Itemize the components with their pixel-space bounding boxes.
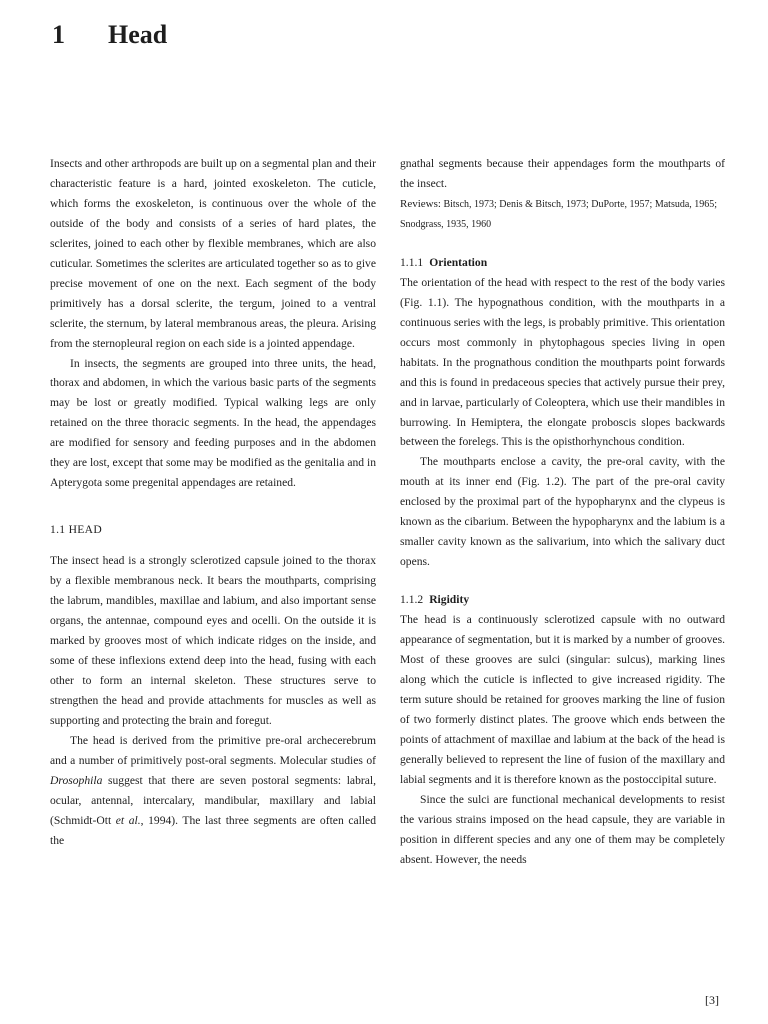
- intro-paragraph-2: In insects, the segments are grouped into three units, the head, thorax and abdomen, in which the various basic parts of the segments may be lost or greatly modified. Typical walking legs are only retained on the three thoracic segments. In the head, the appendages are modified for sensory and feeding purposes and in the abdomen they are lost, except that some may be modified as the genitalia and in Apterygota some pregenital appendages are retained.: [50, 356, 376, 490]
- rigidity-paragraph-2: Since the sulci are functional mechanical developments to resist the various strains imposed on the head capsule, they are variable in position in different species and any one of them may be completely absent. However, the needs: [400, 792, 725, 866]
- chapter-number: 1: [52, 20, 65, 49]
- head-paragraph-2-text-a: The head is derived from the primitive pre-oral archecerebrum and a number of primitively post-oral segments. Molecular studies of: [50, 733, 376, 767]
- reviews-label: Reviews:: [400, 197, 441, 210]
- chapter-title: Head: [108, 20, 168, 49]
- left-column: [50, 154, 376, 850]
- orientation-paragraph-2: The mouthparts enclose a cavity, the pre-oral cavity, with the mouth at its inner end (Fig. 1.2). The part of the pre-oral cavity enclosed by the proximal part of the hypopharynx and the clypeus is known as the cibarium. Between the hypopharynx and the labium is a smaller cavity known as the salivarium, into which the salivary duct opens.: [400, 455, 725, 569]
- head-paragraph-2: [50, 731, 376, 851]
- subsection-heading-orientation: [400, 253, 725, 273]
- subsection-heading-rigidity: [400, 590, 725, 610]
- head-paragraph-1: The insect head is a strongly sclerotized capsule joined to the thorax by a flexible membranous neck. It bears the mouthparts, comprising the labrum, mandibles, maxillae and labium, and also important sense organs, the antennae, compound eyes and ocelli. On the outside it is marked by grooves most of which indicate ridges on the inside, and some of these inflexions extend deep into the head, fusing with each other to form an internal skeleton. These structures serve to strengthen the head and provide attachments for muscles as well as supporting and protecting the brain and foregut.: [50, 554, 376, 727]
- head-paragraph-2-text-c: , 1994). The last three segments are often called the: [50, 813, 376, 847]
- continued-paragraph: gnathal segments because their appendages form the mouthparts of the insect.: [400, 157, 725, 190]
- orientation-paragraph-1: The orientation of the head with respect to the rest of the body varies (Fig. 1.1). The hypognathous condition, with the mouthparts in a continuous series with the legs, is probably primitive. This orientation occurs most commonly in phytophagous species living in open habitats. In the prognathous condition the mouthparts point forwards and this is found in predaceous species that actively pursue their prey, and in larvae, particularly of Coleoptera, which use their mandibles in burrowing. In Hemiptera, the elongate proboscis slopes backwards between the forelegs. This is the opisthorhynchous condition.: [400, 275, 725, 449]
- reviews-reference: [400, 194, 725, 235]
- genus-name: Drosophila: [50, 773, 103, 787]
- orientation-number: 1.1.1: [400, 255, 424, 269]
- section-heading-head: 1.1 HEAD: [50, 523, 102, 537]
- rigidity-number: 1.1.2: [400, 593, 424, 607]
- chapter-heading: [52, 20, 167, 50]
- intro-paragraph-1: Insects and other arthropods are built up on a segmental plan and their characteristic feature is a hard, jointed exoskeleton. The cuticle, which forms the exoskeleton, is continuous over the whole of the outside of the body and consists of a series of hard plates, the sclerites, joined to each other by flexible membranes, which are also cuticular. Sometimes the sclerites are articulated together so as to give precise movement of one on the next. Each segment of the body primitively has a dorsal sclerite, the tergum, joined to a ventral sclerite, the sternum, by lateral membranous areas, the pleura. Arising from the sternopleural region on each side is a jointed appendage.: [50, 157, 376, 350]
- rigidity-title: Rigidity: [429, 593, 470, 607]
- orientation-title: Orientation: [429, 255, 488, 269]
- head-paragraph-2-text-b: suggest that there are seven postoral segments: labral, ocular, antennal, intercalary, mandibular, maxillary and labial (Schmidt-Ott: [50, 773, 376, 827]
- reviews-text: Bitsch, 1973; Denis & Bitsch, 1973; DuPorte, 1957; Matsuda, 1965; Snodgrass, 1935, 1960: [400, 198, 718, 230]
- rigidity-paragraph-1: The head is a continuously sclerotized capsule with no outward appearance of segmentation, but it is marked by a number of grooves. Most of these grooves are sulci (singular: sulcus), marking lines along which the cuticle is inflected to give increased rigidity. The term suture should be retained for grooves marking the line of fusion of two formerly distinct plates. The groove which ends between the points of attachment of maxillae and labium at the back of the head is generally believed to represent the line of fusion of the maxillary and labial segments and it is therefore known as the postoccipital suture.: [400, 613, 725, 786]
- right-column: [400, 154, 725, 870]
- et-al: et al.: [115, 813, 141, 827]
- page-number: [3]: [705, 993, 719, 1007]
